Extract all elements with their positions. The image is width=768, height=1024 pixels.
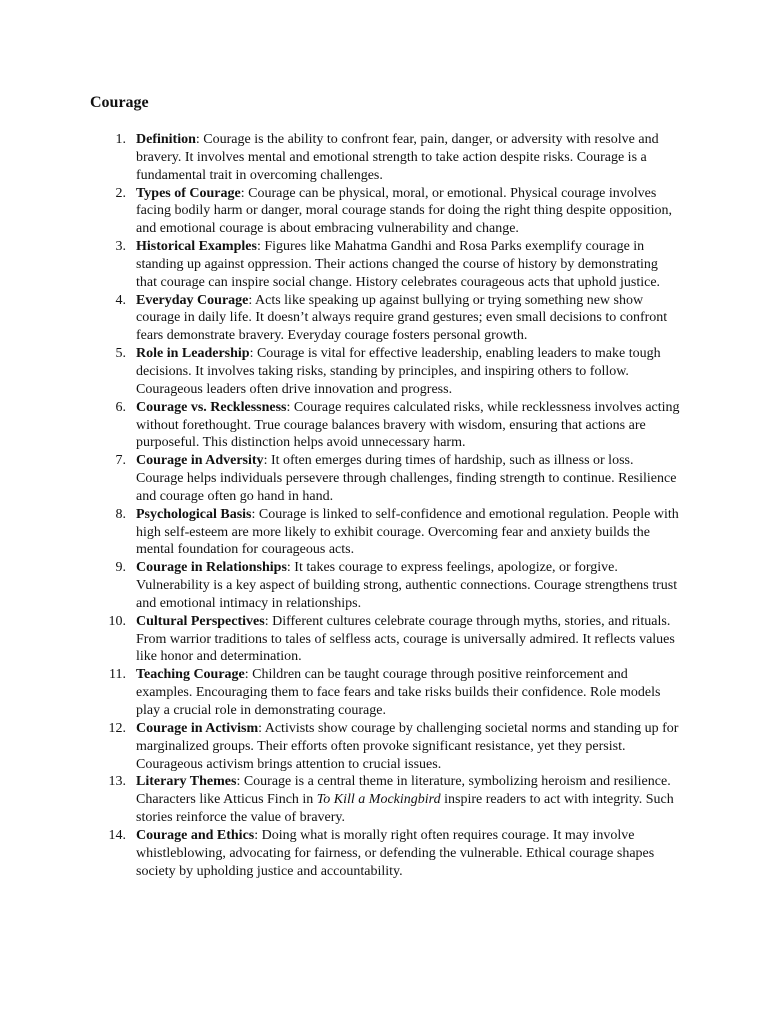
list-item-text-continued: inspire readers to act with integrity. Such stories reinforce the value of bravery. (136, 792, 674, 826)
list-item-number: 3. (115, 239, 126, 255)
list-item-text: : Figures like Mahatma Gandhi and Rosa Parks exemplify courage in standing up against oppression. Their actions changed the course of history by demonstrating that courage can inspire social change. History celebrates courageous acts that uphold justice. (136, 239, 661, 290)
list-item-term: Role in Leadership (136, 346, 250, 362)
list-item (90, 452, 680, 506)
list-item (90, 238, 680, 292)
list-item-text: : Courage can be physical, moral, or emotional. Physical courage involves facing bodily harm or danger, moral courage stands for doing the right thing despite opposition, and emotional courage is about embracing vulnerability and change. (136, 185, 672, 237)
list-item (90, 559, 680, 613)
list-item-number: 4. (115, 292, 126, 308)
list-item-term: Teaching Courage (136, 667, 245, 683)
list-item (90, 292, 680, 346)
list-item-term: Psychological Basis (136, 506, 252, 522)
list-item-text: : Courage is a central theme in literature, symbolizing heroism and resilience. Characters like Atticus Finch in (136, 774, 671, 808)
list-item-text: : Activists show courage by challenging societal norms and standing up for marginalized groups. Their efforts often provoke significant resistance, yet they persist. Courageous activism brings attention to crucial issues. (136, 720, 679, 772)
list-item-number: 12. (108, 720, 126, 736)
list-item-number: 8. (115, 506, 126, 522)
list-item (90, 666, 680, 720)
list-item (90, 506, 680, 560)
list-item-text: : Courage is the ability to confront fear, pain, danger, or adversity with resolve and bravery. It involves mental and emotional strength to take action despite risks. Courage is a fundamental trait in overcoming challenges. (136, 132, 659, 183)
list-item-term: Courage vs. Recklessness (136, 399, 287, 415)
list-item-text: : Children can be taught courage through positive reinforcement and examples. Encouraging them to face fears and take risks builds their confidence. Role models play a crucial role in demonstrating courage. (136, 667, 661, 718)
list-item-number: 5. (115, 346, 126, 362)
list-item-text: : It often emerges during times of hardship, such as illness or loss. Courage helps individuals persevere through challenges, finding strength to continue. Resilience and courage often go hand in hand. (136, 453, 677, 504)
page-title: Courage (90, 94, 149, 111)
list-item-term: Literary Themes (136, 774, 237, 790)
list-item-text: : Different cultures celebrate courage through myths, stories, and rituals. From warrior traditions to tales of selfless acts, courage is universally admired. It reflects values like honor and determination. (136, 613, 675, 665)
list-item-term: Courage and Ethics (136, 827, 255, 843)
list-item (90, 773, 680, 827)
list-item-term: Types of Courage (136, 185, 241, 201)
list-item-text: : It takes courage to express feelings, apologize, or forgive. Vulnerability is a key aspect of building strong, authentic connections. Courage strengthens trust and emotional intimacy in relationships. (136, 560, 678, 611)
list-item-text: : Courage is linked to self-confidence and emotional regulation. People with high self-esteem are more likely to exhibit courage. Overcoming fear and anxiety builds the mental foundation for courageous acts. (136, 506, 679, 558)
list-item (90, 827, 680, 881)
list-item (90, 399, 680, 453)
list-item-number: 13. (108, 774, 126, 790)
book-title: To Kill a Mockingbird (316, 792, 441, 808)
list-item (90, 345, 680, 399)
list-item-term: Definition (136, 132, 196, 147)
list-item-term: Courage in Adversity (136, 453, 264, 469)
list-item-text: : Courage requires calculated risks, while recklessness involves acting without forethought. True courage balances bravery with wisdom, ensuring that actions are purposeful. This distinction helps avoid unnecessary harm. (136, 399, 680, 451)
list-item-term: Everyday Courage (136, 292, 249, 308)
list-item (90, 720, 680, 774)
list-item-number: 9. (115, 560, 126, 576)
list-item-text: : Courage is vital for effective leadership, enabling leaders to make tough decisions. It involves taking risks, standing by principles, and inspiring others to follow. Courageous leaders often drive innovation and progress. (136, 346, 661, 397)
numbered-list (90, 131, 680, 880)
list-item-number: 6. (115, 399, 126, 415)
list-item-number: 10. (108, 613, 126, 629)
list-item-number: 2. (115, 185, 126, 201)
list-item-number: 1. (115, 132, 126, 147)
list-item (90, 185, 680, 239)
list-item-number: 14. (108, 827, 126, 843)
list-item-term: Courage in Activism (136, 720, 259, 736)
list-item-number: 7. (115, 453, 126, 469)
list-item-term: Historical Examples (136, 239, 257, 255)
list-item-term: Courage in Relationships (136, 560, 287, 576)
list-item-text: : Acts like speaking up against bullying or trying something new show courage in daily life. It doesn’t always require grand gestures; even small decisions to confront fears demonstrate bravery. Everyday courage fosters personal growth. (136, 292, 668, 344)
list-item (90, 131, 680, 185)
list-item-text: : Doing what is morally right often requires courage. It may involve whistleblowing, advocating for fairness, or defending the vulnerable. Ethical courage shapes society by upholding justice and accountability. (136, 827, 655, 879)
list-item-term: Cultural Perspectives (136, 613, 265, 629)
list-item-number: 11. (109, 667, 126, 683)
list-item (90, 613, 680, 667)
